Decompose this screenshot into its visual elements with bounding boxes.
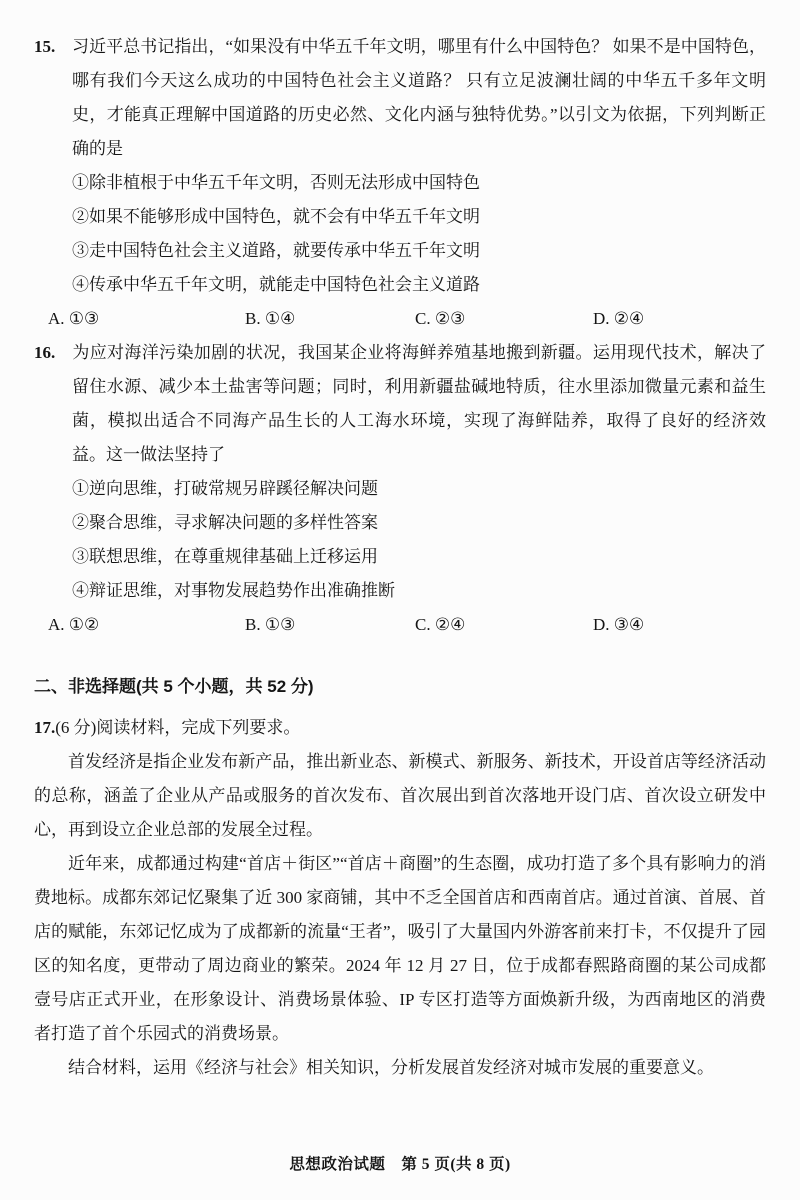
question-16-option-4: ④辩证思维，对事物发展趋势作出准确推断 bbox=[72, 581, 395, 600]
question-15-option-4: ④传承中华五千年文明，就能走中国特色社会主义道路 bbox=[72, 275, 480, 294]
question-16-choice-d: D. ③④ bbox=[593, 615, 645, 634]
question-15-option-1: ①除非植根于中华五千年文明，否则无法形成中国特色 bbox=[72, 173, 480, 192]
footer-page-info: 第 5 页(共 8 页) bbox=[401, 1156, 511, 1173]
question-16-choices bbox=[34, 608, 766, 642]
question-15-option-2: ②如果不能够形成中国特色，就不会有中华五千年文明 bbox=[72, 207, 480, 226]
page-footer bbox=[0, 1148, 800, 1182]
question-17 bbox=[34, 711, 766, 1085]
question-15-choice-b: B. ①④ bbox=[245, 309, 296, 328]
question-15-choice-c: C. ②③ bbox=[415, 309, 466, 328]
question-17-lead-text: (6 分)阅读材料，完成下列要求。 bbox=[55, 718, 301, 737]
question-16-choice-c: C. ②④ bbox=[415, 615, 466, 634]
question-16 bbox=[34, 336, 766, 642]
question-15-stem bbox=[34, 30, 766, 166]
question-17-lead bbox=[34, 711, 766, 745]
footer-doc-title: 思想政治试题 bbox=[289, 1156, 386, 1173]
question-17-paragraph-2: 近年来，成都通过构建“首店＋街区”“首店＋商圈”的生态圈，成功打造了多个具有影响力的消费地标。成都东郊记忆聚集了近 300 家商铺，其中不乏全国首店和西南首店。通过首演、首展、首店的赋能，东郊记忆成为了成都新的流量“王者”，吸引了大量国内外游客前来打卡，不仅提升了园区的知名度，更带动了周边商业的繁荣。2024 年 12 月 27 日，位于成都春熙路商圈的某公司成都壹号店正式开业，在形象设计、消费场景体验、IP 专区打造等方面焕新升级，为西南地区的消费者打造了首个乐园式的消费场景。 bbox=[34, 854, 766, 1043]
question-15-stem-text: 习近平总书记指出，“如果没有中华五千年文明，哪里有什么中国特色？ 如果不是中国特色，哪有我们今天这么成功的中国特色社会主义道路？ 只有立足波澜壮阔的中华五千多年文明史，才能真正理解中国道路的历史必然、文化内涵与独特优势。”以引文为依据，下列判断正确的是 bbox=[72, 37, 766, 158]
question-16-number: 16. bbox=[34, 343, 56, 362]
question-17-number: 17. bbox=[34, 718, 56, 737]
question-16-option-1: ①逆向思维，打破常规另辟蹊径解决问题 bbox=[72, 479, 378, 498]
question-15-choice-d: D. ②④ bbox=[593, 309, 645, 328]
question-17-task: 结合材料，运用《经济与社会》相关知识，分析发展首发经济对城市发展的重要意义。 bbox=[68, 1058, 714, 1077]
question-17-paragraph-1: 首发经济是指企业发布新产品，推出新业态、新模式、新服务、新技术，开设首店等经济活动的总称，涵盖了企业从产品或服务的首次发布、首次展出到首次落地开设门店、首次设立研发中心，再到设立企业总部的发展全过程。 bbox=[34, 752, 766, 839]
question-16-choice-a: A. ①② bbox=[48, 615, 100, 634]
question-15-choice-a: A. ①③ bbox=[48, 309, 100, 328]
question-16-option-3: ③联想思维，在尊重规律基础上迁移运用 bbox=[72, 547, 378, 566]
question-16-option-2: ②聚合思维，寻求解决问题的多样性答案 bbox=[72, 513, 378, 532]
question-15 bbox=[34, 30, 766, 336]
question-16-stem-text: 为应对海洋污染加剧的状况，我国某企业将海鲜养殖基地搬到新疆。运用现代技术，解决了留住水源、减少本土盐害等问题；同时，利用新疆盐碱地特质，往水里添加微量元素和益生菌，模拟出适合不同海产品生长的人工海水环境，实现了海鲜陆养，取得了良好的经济效益。这一做法坚持了 bbox=[72, 343, 766, 464]
question-16-stem bbox=[34, 336, 766, 472]
section-2-heading: 二、非选择题(共 5 个小题，共 52 分) bbox=[34, 677, 314, 696]
question-15-number: 15. bbox=[34, 37, 56, 56]
question-15-option-3: ③走中国特色社会主义道路，就要传承中华五千年文明 bbox=[72, 241, 480, 260]
question-15-choices bbox=[34, 302, 766, 336]
question-16-choice-b: B. ①③ bbox=[245, 615, 296, 634]
